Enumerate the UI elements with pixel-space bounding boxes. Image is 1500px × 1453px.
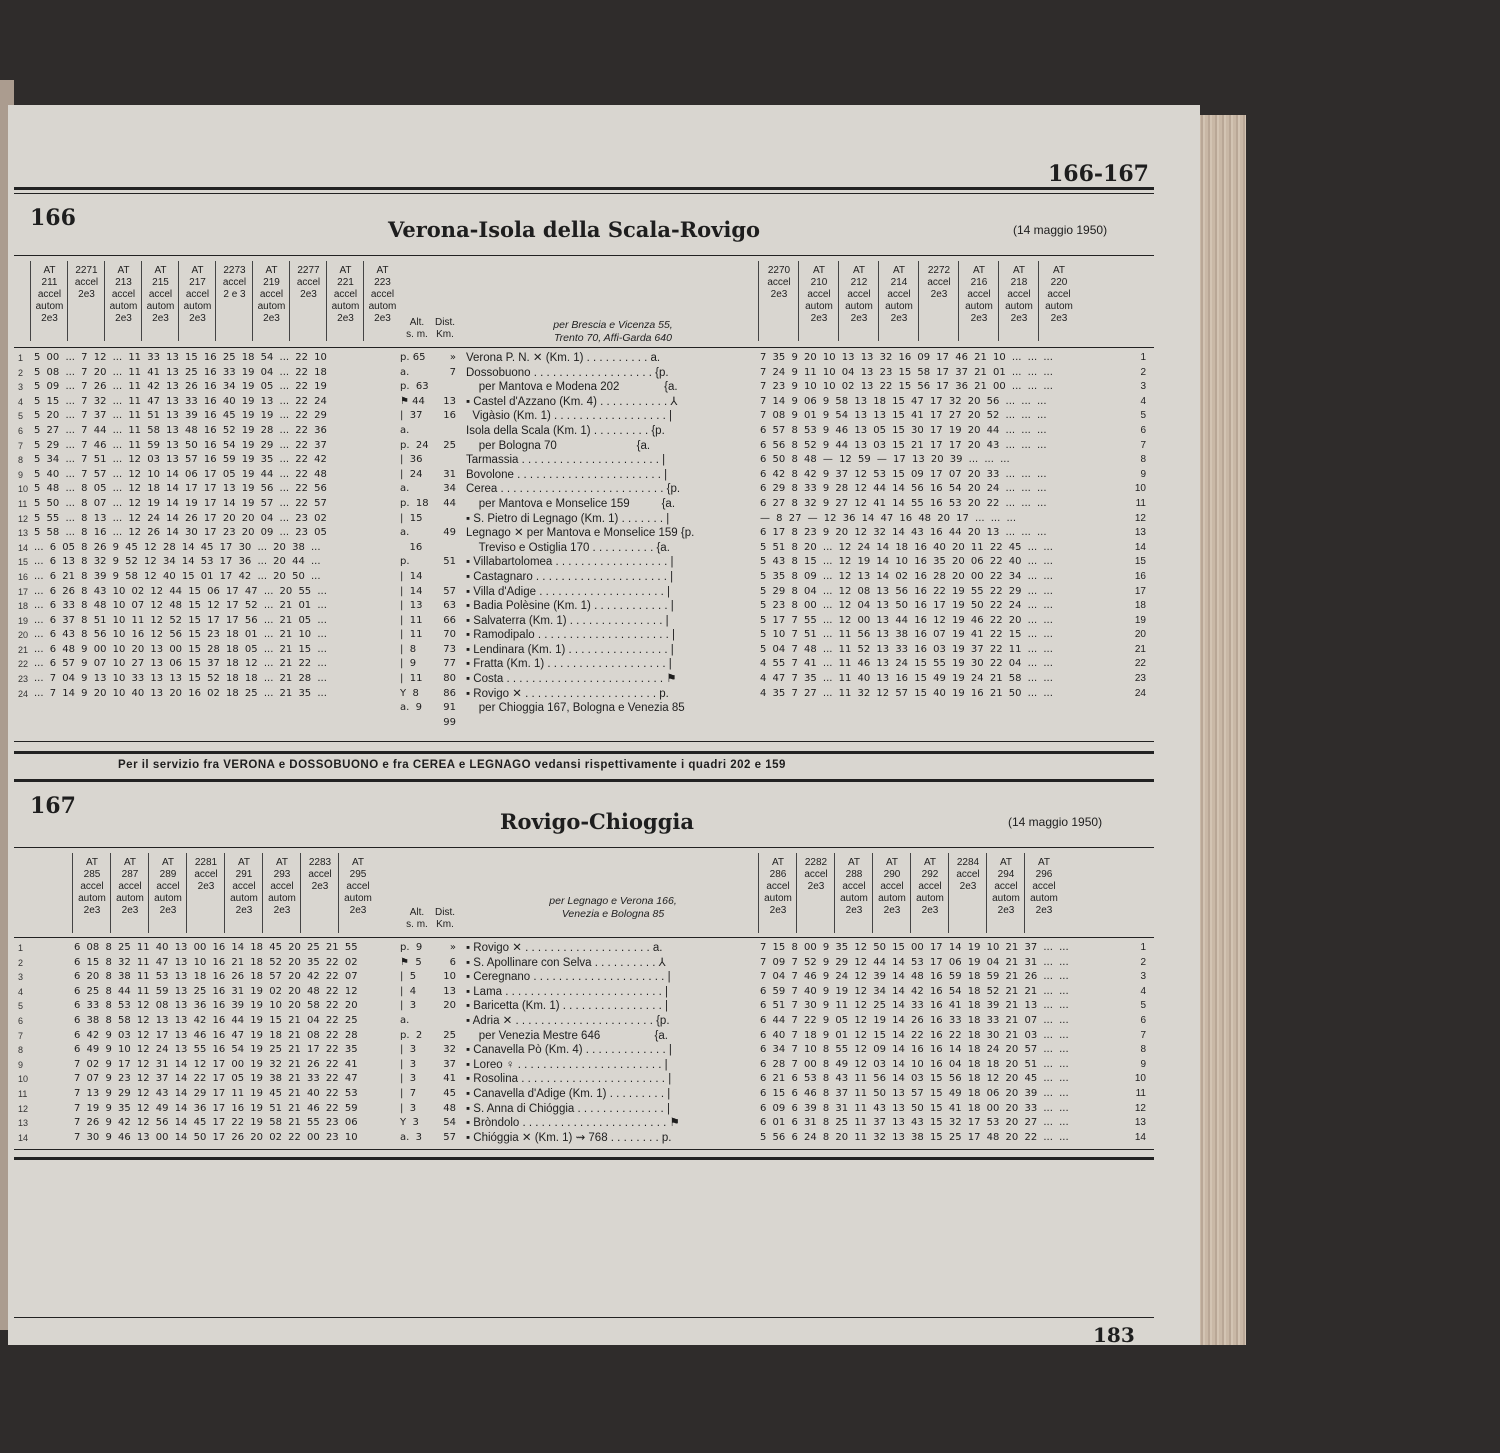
table-167-number: 167 xyxy=(30,793,76,819)
column-divider xyxy=(796,853,797,933)
column-divider xyxy=(834,853,835,933)
train-column-header: AT 291 accel autom 2e3 xyxy=(230,857,258,916)
column-divider xyxy=(224,853,225,933)
column-divider xyxy=(186,853,187,933)
column-divider xyxy=(363,261,364,341)
column-divider xyxy=(958,261,959,341)
column-divider xyxy=(215,261,216,341)
column-divider xyxy=(289,261,290,341)
train-column-header: AT 295 accel autom 2e3 xyxy=(344,857,372,916)
train-column-header: AT 294 accel autom 2e3 xyxy=(992,857,1020,916)
spread-page-range: 166-167 xyxy=(1048,161,1149,187)
column-divider xyxy=(326,261,327,341)
train-column-header: AT 214 accel autom 2e3 xyxy=(885,265,913,324)
table-167-bottom-rule xyxy=(14,1149,1154,1150)
notice-bottom-rule xyxy=(14,779,1154,782)
train-column-header: AT 221 accel autom 2e3 xyxy=(331,265,360,324)
table-166-dist-header: Dist. Km. xyxy=(435,317,455,340)
table-166-row-numbers: 1 2 3 4 5 6 7 8 9 10 11 12 13 14 15 16 17 18 19 20 21 22 23 24 xyxy=(1134,352,1146,699)
train-column-header: AT 215 accel autom 2e3 xyxy=(146,265,175,324)
page-edges xyxy=(1198,115,1246,1345)
table-166-up-times: 7 35 9 20 10 13 13 32 16 09 17 46 21 10 ... ... ... 7 24 9 11 10 04 13 23 15 58 17 37 21 01 ... ... ... 7 23 9 10 10 02 13 22 15 56 17 36 21 00 ... ... ... 7 14 9 06 9 58 13 18 15 47 17 32 20 56 ... ... ... 7 08 9 01 9 54 13 13 15 41 17 27 20 52 ... ... ... 6 57 8 53 9 46 13 05 15 30 17 19 20 44 ... ... ... 6 56 8 52 9 44 13 03 15 21 17 17 20 43 ... ... ... 6 50 8 48 — 12 59 — 17 13 20 39 ... ... ... 6 42 8 42 9 37 12 53 15 09 17 07 20 33 ... ... ... 6 29 8 33 9 28 12 44 14 56 16 54 20 24 ... ... ... 6 27 8 32 9 27 12 41 14 55 16 53 20 22 ... ... ... — 8 27 — 12 36 14 47 16 48 20 17 ... ... ... 6 17 8 23 9 20 12 32 14 43 16 44 20 13 ... ... ... 5 51 8 20 ... 12 24 14 18 16 40 20 11 22 45 ... ... 5 43 8 15 ... 12 19 14 10 16 35 20 06 22 40 ... ... 5 35 8 09 ... 12 13 14 02 16 28 20 00 22 34 ... ... 5 29 8 04 ... 12 08 13 56 16 22 19 55 22 29 ... ... 5 23 8 00 ... 12 04 13 50 16 17 19 50 22 24 ... ... 5 17 7 55 ... 12 00 13 44 16 12 19 46 22 20 ... ... 5 10 7 51 ... 11 56 13 38 16 07 19 41 22 15 ... ... 5 04 7 48 ... 11 52 13 33 16 03 19 37 22 11 ... ... 4 55 7 41 ... 11 46 13 24 15 55 19 30 22 04 ... ... 4 47 7 35 ... 11 40 13 16 15 49 19 24 21 58 ... ... 4 35 7 27 ... 11 32 12 57 15 40 19 16 21 50 ... ... xyxy=(760,352,1053,699)
table-166-distances: » 7 13 16 25 31 34 44 49 51 57 63 66 70 73 77 80 86 91 99 xyxy=(443,352,456,728)
column-divider xyxy=(67,261,68,341)
table-167-dist-header: Dist. Km. xyxy=(435,907,455,930)
table-166-header-rule xyxy=(14,347,1154,348)
train-column-header: AT 292 accel autom 2e3 xyxy=(916,857,944,916)
table-167-header-rule xyxy=(14,937,1154,938)
column-divider xyxy=(948,853,949,933)
notice-top-rule xyxy=(14,751,1154,754)
train-column-header: AT 211 accel autom 2e3 xyxy=(35,265,64,324)
train-column-header: AT 289 accel autom 2e3 xyxy=(154,857,182,916)
table-167-alt-header: Alt. s. m. xyxy=(406,907,428,930)
header-rule-2 xyxy=(14,193,1154,194)
column-divider xyxy=(262,853,263,933)
column-divider xyxy=(252,261,253,341)
train-column-header: 2282 accel 2e3 xyxy=(804,857,828,892)
page-number: 183 xyxy=(1093,1323,1135,1347)
column-divider xyxy=(110,853,111,933)
train-column-header: 2273 accel 2 e 3 xyxy=(222,265,247,300)
service-notice: Per il servizio fra VERONA e DOSSOBUONO e fra CEREA e LEGNAGO vedansi rispettivamente i quadri 202 e 159 xyxy=(118,759,786,771)
table-167-up-times: 7 15 8 00 9 35 12 50 15 00 17 14 19 10 21 37 ... ... 7 09 7 52 9 29 12 44 14 53 17 06 19 04 21 31 ... ... 7 04 7 46 9 24 12 39 14 48 16 59 18 59 21 26 ... ... 6 59 7 40 9 19 12 34 14 42 16 54 18 52 21 21 ... ... 6 51 7 30 9 11 12 25 14 33 16 41 18 39 21 13 ... ... 6 44 7 22 9 05 12 19 14 26 16 33 18 33 21 07 ... ... 6 40 7 18 9 01 12 15 14 22 16 22 18 30 21 03 ... ... 6 34 7 10 8 55 12 09 14 16 16 14 18 24 20 57 ... ... 6 28 7 00 8 49 12 03 14 10 16 04 18 18 20 51 ... ... 6 21 6 53 8 43 11 56 14 03 15 56 18 12 20 45 ... ... 6 15 6 46 8 37 11 50 13 57 15 49 18 06 20 39 ... ... 6 09 6 39 8 31 11 43 13 50 15 41 18 00 20 33 ... ... 6 01 6 31 8 25 11 37 13 43 15 32 17 53 20 27 ... ... 5 56 6 24 8 20 11 32 13 38 15 25 17 48 20 22 ... ... xyxy=(760,942,1069,1143)
column-divider xyxy=(104,261,105,341)
train-column-header: AT 288 accel autom 2e3 xyxy=(840,857,868,916)
column-divider xyxy=(300,853,301,933)
column-divider xyxy=(1038,261,1039,341)
train-column-header: 2271 accel 2e3 xyxy=(74,265,99,300)
column-divider xyxy=(798,261,799,341)
column-divider xyxy=(986,853,987,933)
timetable-page xyxy=(8,105,1200,1345)
table-166-stations: Verona P. N. ✕ (Km. 1) . . . . . . . . . . a. Dossobuono . . . . . . . . . . . . . . . . . . . {p. per Mantova e Modena 202 {a. ▪ Castel d'Azzano (Km. 4) . . . . . . . . . . . ⅄ Vigàsio (Km. 1) . . . . . . . . . . . . . . . . . . | Isola della Scala (Km. 1) . . . . . . . . . {p. per Bologna 70 {a. Tarmassia . . . . . . . . . . . . . . . . . . . . . . | Bovolone . . . . . . . . . . . . . . . . . . . . . . . | Cerea . . . . . . . . . . . . . . . . . . . . . . . . . . {p. per Mantova e Monselice 159 {a. ▪ S. Pietro di Legnago (Km. 1) . . . . . . . | Legnago ✕ per Mantova e Monselice 159 {p. Treviso e Ostiglia 170 . . . . . . . . . . {a. ▪ Villabartolomea . . . . . . . . . . . . . . . . . . | ▪ Castagnaro . . . . . . . . . . . . . . . . . . . . . | ▪ Villa d'Adige . . . . . . . . . . . . . . . . . . . . | ▪ Badia Polèsine (Km. 1) . . . . . . . . . . . . | ▪ Salvaterra (Km. 1) . . . . . . . . . . . . . . . | ▪ Ramodipalo . . . . . . . . . . . . . . . . . . . . . | ▪ Lendinara (Km. 1) . . . . . . . . . . . . . . . . | ▪ Fratta (Km. 1) . . . . . . . . . . . . . . . . . . . | ▪ Costa . . . . . . . . . . . . . . . . . . . . . . . . . ⚑ ▪ Rovigo ✕ . . . . . . . . . . . . . . . . . . . . . p. per Chioggia 167, Bologna e Venezia 85 xyxy=(466,352,695,715)
column-divider xyxy=(148,853,149,933)
column-divider xyxy=(758,853,759,933)
train-column-header: AT 290 accel autom 2e3 xyxy=(878,857,906,916)
table-166-top-rule xyxy=(14,255,1154,256)
train-column-header: AT 293 accel autom 2e3 xyxy=(268,857,296,916)
train-column-header: AT 286 accel autom 2e3 xyxy=(764,857,792,916)
table-167-date: (14 maggio 1950) xyxy=(1008,815,1103,829)
table-167-bottom-rule-2 xyxy=(14,1157,1154,1160)
train-column-header: AT 285 accel autom 2e3 xyxy=(78,857,106,916)
train-column-header: 2272 accel 2e3 xyxy=(927,265,951,300)
train-column-header: 2281 accel 2e3 xyxy=(194,857,218,892)
table-166-number: 166 xyxy=(30,205,76,231)
column-divider xyxy=(338,853,339,933)
column-divider xyxy=(910,853,911,933)
table-166-alt-header: Alt. s. m. xyxy=(406,317,428,340)
train-column-header: AT 218 accel autom 2e3 xyxy=(1005,265,1033,324)
column-divider xyxy=(1024,853,1025,933)
train-column-header: AT 216 accel autom 2e3 xyxy=(965,265,993,324)
table-166-left-margin-numbers: 1 2 3 4 5 6 7 8 9 10 11 12 13 14 15 16 17 18 19 20 21 22 23 24 xyxy=(18,353,29,699)
train-column-header: AT 213 accel autom 2e3 xyxy=(109,265,138,324)
column-divider xyxy=(141,261,142,341)
column-divider xyxy=(878,261,879,341)
column-divider xyxy=(758,261,759,341)
train-column-header: 2277 accel 2e3 xyxy=(296,265,321,300)
column-divider xyxy=(30,261,31,341)
table-166-bottom-rule xyxy=(14,741,1154,742)
column-divider xyxy=(998,261,999,341)
train-column-header: AT 219 accel autom 2e3 xyxy=(257,265,286,324)
header-rule xyxy=(14,187,1154,190)
table-167-down-times: 6 08 8 25 11 40 13 00 16 14 18 45 20 25 21 55 6 15 8 32 11 47 13 10 16 21 18 52 20 35 22 02 6 20 8 38 11 53 13 18 16 26 18 57 20 42 22 07 6 25 8 44 11 59 13 25 16 31 19 02 20 48 22 12 6 33 8 53 12 08 13 36 16 39 19 10 20 58 22 20 6 38 8 58 12 13 13 42 16 44 19 15 21 04 22 25 6 42 9 03 12 17 13 46 16 47 19 18 21 08 22 28 6 49 9 10 12 24 13 55 16 54 19 25 21 17 22 35 7 02 9 17 12 31 14 12 17 00 19 32 21 26 22 41 7 07 9 23 12 37 14 22 17 05 19 38 21 33 22 47 7 13 9 29 12 43 14 29 17 11 19 45 21 40 22 53 7 19 9 35 12 49 14 36 17 16 19 51 21 46 22 59 7 26 9 42 12 56 14 45 17 22 19 58 21 55 23 06 7 30 9 46 13 00 14 50 17 26 20 02 22 00 23 10 xyxy=(74,942,358,1143)
table-167-altitudes: p. 9 ⚑ 5 | 5 | 4 | 3 a. p. 2 | 3 | 3 | 3 | 7 | 3 Y 3 a. 3 xyxy=(400,942,423,1143)
table-166-altitudes: p. 65 a. p. 63 ⚑ 44 | 37 a. p. 24 | 36 | 24 a. p. 18 | 15 a. 16 p. | 14 | 14 | 13 | 11 | 11 | 8 | 9 | 11 Y 8 a. 9 xyxy=(400,352,429,714)
train-column-header: AT 210 accel autom 2e3 xyxy=(805,265,833,324)
footer-rule xyxy=(14,1317,1154,1318)
train-column-header: AT 287 accel autom 2e3 xyxy=(116,857,144,916)
table-167-left-margin-numbers: 1 2 3 4 5 6 7 8 9 10 11 12 13 14 xyxy=(18,943,29,1143)
train-column-header: AT 212 accel autom 2e3 xyxy=(845,265,873,324)
table-167-distances: » 6 10 13 20 25 32 37 41 45 48 54 57 xyxy=(443,942,456,1143)
train-column-header: AT 217 accel autom 2e3 xyxy=(183,265,212,324)
train-column-header: 2284 accel 2e3 xyxy=(956,857,980,892)
table-167-stations: ▪ Rovigo ✕ . . . . . . . . . . . . . . . . . . . . a. ▪ S. Apollinare con Selva . . . . . . . . . . ⅄ ▪ Ceregnano . . . . . . . . . . . . . . . . . . . . . | ▪ Lama . . . . . . . . . . . . . . . . . . . . . . . . . | ▪ Baricetta (Km. 1) . . . . . . . . . . . . . . . . | ▪ Adria ✕ . . . . . . . . . . . . . . . . . . . . . . {p. per Venezia Mestre 646 {a. ▪ Canavella Pò (Km. 4) . . . . . . . . . . . . . | ▪ Loreo ♀ . . . . . . . . . . . . . . . . . . . . . . . | ▪ Rosolina . . . . . . . . . . . . . . . . . . . . . . . | ▪ Canavella d'Adige (Km. 1) . . . . . . . . . | ▪ S. Anna di Chióggia . . . . . . . . . . . . . . | ▪ Bròndolo . . . . . . . . . . . . . . . . . . . . . . . ⚑ ▪ Chióggia ✕ (Km. 1) ⇝ 768 . . . . . . . . p. xyxy=(466,942,680,1144)
table-167-top-rule xyxy=(14,847,1154,848)
train-column-header: 2283 accel 2e3 xyxy=(308,857,332,892)
column-divider xyxy=(872,853,873,933)
table-167-row-numbers: 1 2 3 4 5 6 7 8 9 10 11 12 13 14 xyxy=(1134,942,1146,1143)
column-divider xyxy=(178,261,179,341)
column-divider xyxy=(838,261,839,341)
column-divider xyxy=(918,261,919,341)
table-166-down-times: 5 00 ... 7 12 ... 11 33 13 15 16 25 18 54 ... 22 10 5 08 ... 7 20 ... 11 41 13 25 16 33 19 04 ... 22 18 5 09 ... 7 26 ... 11 42 13 26 16 34 19 05 ... 22 19 5 15 ... 7 32 ... 11 47 13 33 16 40 19 13 ... 22 24 5 20 ... 7 37 ... 11 51 13 39 16 45 19 19 ... 22 29 5 27 ... 7 44 ... 11 58 13 48 16 52 19 28 ... 22 36 5 29 ... 7 46 ... 11 59 13 50 16 54 19 29 ... 22 37 5 34 ... 7 51 ... 12 03 13 57 16 59 19 35 ... 22 42 5 40 ... 7 57 ... 12 10 14 06 17 05 19 44 ... 22 48 5 48 ... 8 05 ... 12 18 14 17 17 13 19 56 ... 22 56 5 50 ... 8 07 ... 12 19 14 19 17 14 19 57 ... 22 57 5 55 ... 8 13 ... 12 24 14 26 17 20 20 04 ... 23 02 5 58 ... 8 16 ... 12 26 14 30 17 23 20 09 ... 23 05 ... 6 05 8 26 9 45 12 28 14 45 17 30 ... 20 38 ... ... 6 13 8 32 9 52 12 34 14 53 17 36 ... 20 44 ... ... 6 21 8 39 9 58 12 40 15 01 17 42 ... 20 50 ... ... 6 26 8 43 10 02 12 44 15 06 17 47 ... 20 55 ... ... 6 33 8 48 10 07 12 48 15 12 17 52 ... 21 01 ... ... 6 37 8 51 10 11 12 52 15 17 17 56 ... 21 05 ... ... 6 43 8 56 10 16 12 56 15 23 18 01 ... 21 10 ... ... 6 48 9 00 10 20 13 00 15 28 18 05 ... 21 15 ... ... 6 57 9 07 10 27 13 06 15 37 18 12 ... 21 22 ... ... 7 04 9 13 10 33 13 13 15 52 18 18 ... 21 28 ... ... 7 14 9 20 10 40 13 20 16 02 18 25 ... 21 35 ... xyxy=(34,352,327,699)
train-column-header: AT 223 accel autom 2e3 xyxy=(368,265,397,324)
train-column-header: AT 296 accel autom 2e3 xyxy=(1030,857,1058,916)
train-column-header: AT 220 accel autom 2e3 xyxy=(1045,265,1073,324)
train-column-header: 2270 accel 2e3 xyxy=(767,265,791,300)
column-divider xyxy=(72,853,73,933)
table-166-connections-note: per Brescia e Vicenza 55, Trento 70, Affi-Garda 640 xyxy=(553,319,673,344)
table-166-date: (14 maggio 1950) xyxy=(1013,223,1108,237)
table-166-title: Verona-Isola della Scala-Rovigo xyxy=(388,217,761,242)
table-167-connections-note: per Legnago e Verona 166, Venezia e Bologna 85 xyxy=(549,895,677,920)
table-167-title: Rovigo-Chioggia xyxy=(500,809,694,834)
